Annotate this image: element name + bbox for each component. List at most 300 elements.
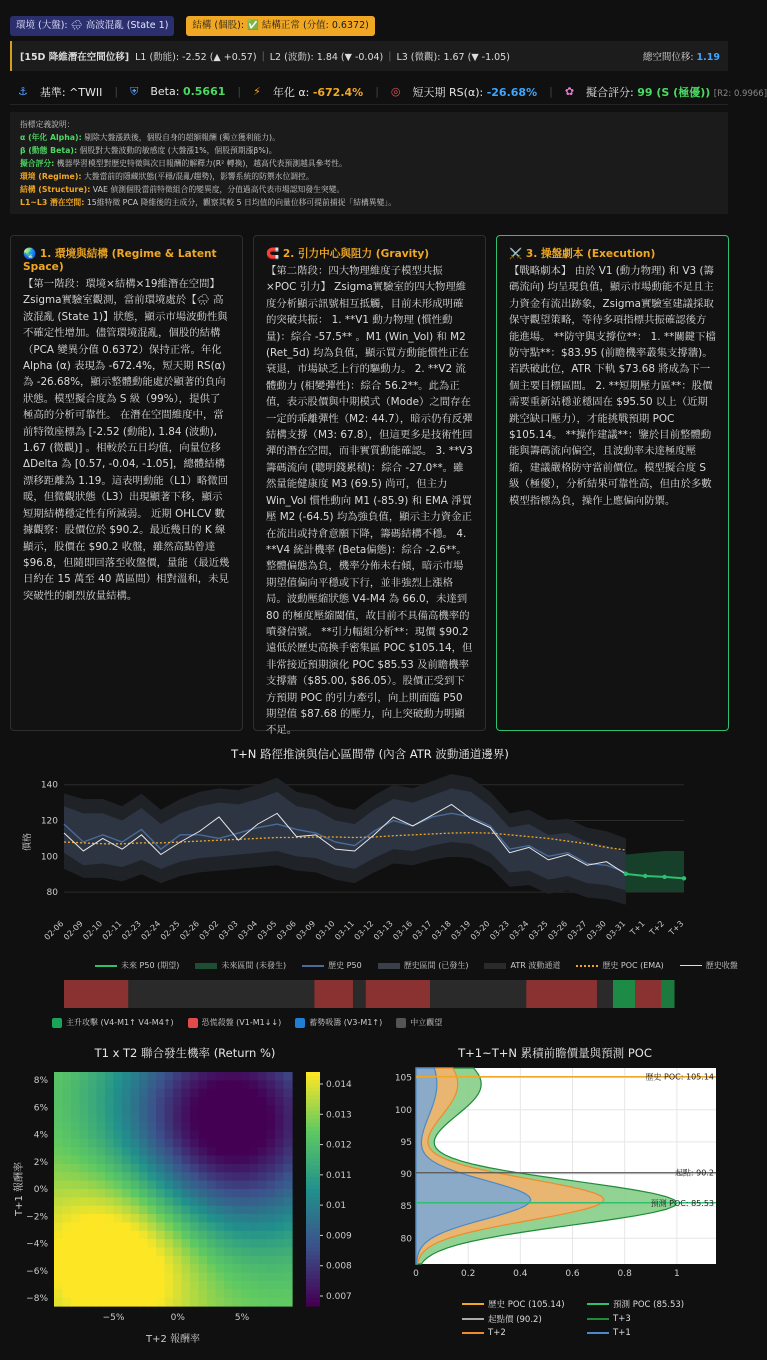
- heatmap-cell: [250, 1239, 259, 1248]
- heatmap-cell: [54, 1298, 63, 1307]
- heatmap-cell: [148, 1239, 157, 1248]
- future-p50-point: [682, 876, 686, 880]
- heatmap-cell: [233, 1105, 242, 1114]
- colorbar-cell: [306, 1088, 320, 1092]
- volume-x-tick: 0.6: [565, 1269, 580, 1279]
- colorbar-cell: [306, 1115, 320, 1119]
- heatmap-cell: [275, 1131, 284, 1140]
- heatmap-cell: [156, 1105, 165, 1114]
- heatmap-cell: [233, 1239, 242, 1248]
- heatmap-cell: [156, 1231, 165, 1240]
- heatmap-cell: [241, 1139, 250, 1148]
- heatmap-cell: [156, 1273, 165, 1282]
- heatmap-cell: [275, 1172, 284, 1181]
- heatmap-cell: [207, 1139, 216, 1148]
- heatmap-cell: [267, 1214, 276, 1223]
- heatmap-cell: [267, 1089, 276, 1098]
- heatmap-cell: [114, 1197, 123, 1206]
- x-tick-label: 03-16: [391, 919, 415, 942]
- colorbar-cell: [306, 1259, 320, 1263]
- colorbar-cell: [306, 1209, 320, 1213]
- heatmap-cell: [114, 1147, 123, 1156]
- legend-hist-band: 歷史區間 (已發生): [378, 960, 469, 971]
- heatmap-cell: [250, 1289, 259, 1298]
- heatmap-cell: [224, 1214, 233, 1223]
- strip-cell: [648, 980, 655, 1008]
- heatmap-cell: [173, 1147, 182, 1156]
- heatmap-cell: [80, 1139, 89, 1148]
- heatmap-cell: [216, 1080, 225, 1089]
- heatmap-cell: [131, 1197, 140, 1206]
- strip-legend-item: 恐慌殺盤 (V1-M1↓↓): [188, 1017, 282, 1028]
- heatmap-cell: [63, 1298, 72, 1307]
- heatmap-cell: [131, 1256, 140, 1265]
- colorbar-cell: [306, 1119, 320, 1123]
- heatmap-cell: [241, 1114, 250, 1123]
- heatmap-cell: [267, 1197, 276, 1206]
- heatmap-cell: [122, 1131, 131, 1140]
- heatmap-cell: [250, 1231, 259, 1240]
- heatmap-cell: [71, 1139, 80, 1148]
- heatmap-y-tick: 8%: [33, 1076, 48, 1086]
- strip-cell: [359, 980, 366, 1008]
- heatmap-cell: [54, 1206, 63, 1215]
- anchor-icon: ⚓: [18, 85, 28, 98]
- colorbar-cell: [306, 1076, 320, 1080]
- strip-cell: [160, 980, 167, 1008]
- heatmap-cell: [250, 1089, 259, 1098]
- colorbar-cell: [306, 1205, 320, 1209]
- heatmap-cell: [258, 1289, 267, 1298]
- heatmap-cell: [71, 1089, 80, 1098]
- strip-cell: [289, 980, 296, 1008]
- heatmap-cell: [88, 1289, 97, 1298]
- colorbar-cell: [306, 1212, 320, 1216]
- heatmap-cell: [173, 1097, 182, 1106]
- strip-cell: [269, 980, 276, 1008]
- heatmap-cell: [54, 1139, 63, 1148]
- heatmap-cell: [241, 1197, 250, 1206]
- heatmap-cell: [190, 1214, 199, 1223]
- heatmap-cell: [199, 1080, 208, 1089]
- heatmap-cell: [165, 1147, 174, 1156]
- colorbar-cell: [306, 1251, 320, 1255]
- colorbar-cell: [306, 1267, 320, 1271]
- heatmap-cell: [207, 1122, 216, 1131]
- heatmap-cell: [207, 1089, 216, 1098]
- colorbar-cell: [306, 1279, 320, 1283]
- heatmap-cell: [250, 1131, 259, 1140]
- heatmap-cell: [267, 1097, 276, 1106]
- heatmap-cell: [122, 1214, 131, 1223]
- heatmap-cell: [131, 1264, 140, 1273]
- heatmap-cell: [139, 1181, 148, 1190]
- heatmap-cell: [190, 1189, 199, 1198]
- heatmap-cell: [275, 1097, 284, 1106]
- heatmap-title: T1 x T2 聯合發生機率 (Return %): [94, 1046, 276, 1060]
- heatmap-cell: [80, 1181, 89, 1190]
- heatmap-cell: [122, 1281, 131, 1290]
- heatmap-cell: [216, 1264, 225, 1273]
- heatmap-cell: [114, 1273, 123, 1282]
- volume-x-tick: 0: [413, 1269, 419, 1279]
- heatmap-cell: [88, 1131, 97, 1140]
- heatmap-cell: [216, 1181, 225, 1190]
- heatmap-cell: [105, 1214, 114, 1223]
- heatmap-cell: [233, 1080, 242, 1089]
- heatmap-cell: [182, 1139, 191, 1148]
- colorbar-cell: [306, 1298, 320, 1302]
- heatmap-cell: [122, 1105, 131, 1114]
- heatmap-cell: [216, 1273, 225, 1282]
- heatmap-cell: [165, 1206, 174, 1215]
- heatmap-cell: [139, 1264, 148, 1273]
- heatmap-cell: [156, 1072, 165, 1081]
- heatmap-cell: [122, 1156, 131, 1165]
- heatmap-cell: [114, 1089, 123, 1098]
- heatmap-cell: [173, 1248, 182, 1257]
- heatmap-cell: [97, 1248, 106, 1257]
- heatmap-cell: [241, 1298, 250, 1307]
- heatmap-cell: [258, 1256, 267, 1265]
- heatmap-cell: [148, 1122, 157, 1131]
- heatmap-cell: [173, 1072, 182, 1081]
- colorbar-cell: [306, 1146, 320, 1150]
- heatmap-cell: [250, 1139, 259, 1148]
- heatmap-cell: [224, 1181, 233, 1190]
- heatmap-cell: [131, 1122, 140, 1131]
- heatmap-cell: [284, 1139, 293, 1148]
- heatmap-cell: [114, 1080, 123, 1089]
- heatmap-cell: [233, 1189, 242, 1198]
- strip-cell: [128, 980, 135, 1008]
- strip-cell: [526, 980, 533, 1008]
- heatmap-cell: [190, 1105, 199, 1114]
- heatmap-cell: [207, 1197, 216, 1206]
- heatmap-cell: [105, 1122, 114, 1131]
- benchmark: 基準: ^TWII: [39, 85, 103, 99]
- heatmap-cell: [182, 1089, 191, 1098]
- heatmap-cell: [173, 1181, 182, 1190]
- heatmap-cell: [241, 1239, 250, 1248]
- heatmap-cell: [275, 1289, 284, 1298]
- heatmap-cell: [199, 1273, 208, 1282]
- heatmap-cell: [233, 1231, 242, 1240]
- heatmap-cell: [131, 1231, 140, 1240]
- volume-legend-item: T+2: [462, 1328, 587, 1338]
- heatmap-cell: [165, 1273, 174, 1282]
- heatmap-cell: [275, 1156, 284, 1165]
- heatmap-cell: [122, 1164, 131, 1173]
- heatmap-cell: [63, 1181, 72, 1190]
- heatmap-cell: [63, 1147, 72, 1156]
- strip-cell: [584, 980, 591, 1008]
- lightning-icon: ⚡: [253, 85, 261, 98]
- heatmap-cell: [131, 1172, 140, 1181]
- heatmap-cell: [80, 1172, 89, 1181]
- heatmap-cell: [207, 1289, 216, 1298]
- heatmap-cell: [275, 1256, 284, 1265]
- definition-item: α (年化 Alpha): 剔除大盤漲跌後，個股自身的超額報酬 (獨立獲利能力)。: [20, 133, 280, 142]
- heatmap-cell: [258, 1181, 267, 1190]
- heatmap-cell: [207, 1080, 216, 1089]
- heatmap-cell: [97, 1114, 106, 1123]
- heatmap-cell: [114, 1181, 123, 1190]
- heatmap-cell: [216, 1298, 225, 1307]
- heatmap-cell: [63, 1264, 72, 1273]
- colorbar-cell: [306, 1232, 320, 1236]
- heatmap-cell: [139, 1097, 148, 1106]
- colorbar-cell: [306, 1099, 320, 1103]
- colorbar-cell: [306, 1107, 320, 1111]
- heatmap-cell: [182, 1147, 191, 1156]
- heatmap-cell: [173, 1222, 182, 1231]
- heatmap-cell: [63, 1172, 72, 1181]
- heatmap-cell: [139, 1131, 148, 1140]
- heatmap-cell: [241, 1131, 250, 1140]
- heatmap-cell: [63, 1164, 72, 1173]
- heatmap-cell: [139, 1114, 148, 1123]
- legend-atr: ATR 波動通道: [484, 960, 560, 971]
- strip-cell: [103, 980, 110, 1008]
- heatmap-cell: [148, 1281, 157, 1290]
- heatmap-cell: [190, 1256, 199, 1265]
- heatmap-cell: [63, 1156, 72, 1165]
- heatmap-cell: [241, 1248, 250, 1257]
- heatmap-cell: [122, 1231, 131, 1240]
- volume-y-tick: 100: [394, 1105, 412, 1116]
- heatmap-cell: [54, 1164, 63, 1173]
- metrics-row: ⚓ 基準: ^TWII | ⛨ Beta: 0.5661 | ⚡ 年化 α: -672.4% | ◎ 短天期 RS(α): -26.68% | ✿ 擬合評分: 99 (S (極優)) [R2: 0.9966]: [10, 79, 728, 105]
- strip-cell: [456, 980, 463, 1008]
- heatmap-cell: [131, 1281, 140, 1290]
- heatmap-cell: [250, 1181, 259, 1190]
- heatmap-cell: [54, 1181, 63, 1190]
- strip-cell: [372, 980, 379, 1008]
- strip-legend-item: 中立觀望: [396, 1017, 442, 1028]
- heatmap-cell: [224, 1072, 233, 1081]
- heatmap-cell: [275, 1139, 284, 1148]
- heatmap-cell: [80, 1231, 89, 1240]
- heatmap-cell: [173, 1264, 182, 1273]
- heatmap-cell: [233, 1147, 242, 1156]
- x-tick-label: 03-23: [488, 919, 512, 942]
- heatmap-cell: [190, 1147, 199, 1156]
- heatmap-cell: [63, 1214, 72, 1223]
- heatmap-cell: [233, 1089, 242, 1098]
- heatmap-cell: [250, 1172, 259, 1181]
- heatmap-cell: [71, 1222, 80, 1231]
- brain-icon: ✿: [564, 85, 575, 98]
- heatmap-cell: [199, 1072, 208, 1081]
- heatmap-cell: [105, 1156, 114, 1165]
- heatmap-cell: [131, 1248, 140, 1257]
- heatmap-cell: [139, 1256, 148, 1265]
- heatmap-cell: [284, 1164, 293, 1173]
- heatmap-cell: [258, 1089, 267, 1098]
- colorbar-cell: [306, 1236, 320, 1240]
- heatmap-cell: [71, 1239, 80, 1248]
- volume-x-tick: 0.4: [513, 1269, 528, 1279]
- x-tick-label: 02-10: [81, 919, 105, 942]
- x-tick-label: 03-05: [255, 919, 279, 942]
- volume-y-tick: 90: [400, 1170, 412, 1181]
- heatmap-cell: [182, 1197, 191, 1206]
- strip-cell: [135, 980, 142, 1008]
- heatmap-cell: [275, 1264, 284, 1273]
- volume-x-tick: 1: [674, 1269, 680, 1279]
- heatmap-cell: [258, 1264, 267, 1273]
- strip-cell: [276, 980, 283, 1008]
- strip-cell: [314, 980, 321, 1008]
- heatmap-cell: [199, 1281, 208, 1290]
- heatmap-cell: [80, 1298, 89, 1307]
- x-tick-label: 03-10: [313, 919, 337, 942]
- heatmap-cell: [165, 1289, 174, 1298]
- x-tick-label: 02-25: [158, 919, 182, 942]
- heatmap-cell: [258, 1281, 267, 1290]
- heatmap-cell: [233, 1248, 242, 1257]
- y-tick-label: 80: [46, 888, 58, 899]
- x-tick-label: 03-31: [604, 919, 628, 942]
- strip-cell: [488, 980, 495, 1008]
- heatmap-cell: [207, 1172, 216, 1181]
- heatmap-cell: [190, 1264, 199, 1273]
- strip-cell: [507, 980, 514, 1008]
- heatmap-cell: [190, 1273, 199, 1282]
- start-price-line-label: 起點: 90.2: [674, 1168, 714, 1178]
- latent-l1: L1 (動能): -2.52 (▲ +0.57): [135, 52, 257, 63]
- x-tick-label: 03-11: [333, 919, 357, 942]
- heatmap-cell: [165, 1222, 174, 1231]
- heatmap-cell: [71, 1080, 80, 1089]
- heatmap-cell: [241, 1189, 250, 1198]
- colorbar-cell: [306, 1255, 320, 1259]
- heatmap-cell: [54, 1114, 63, 1123]
- strip-cell: [443, 980, 450, 1008]
- heatmap-cell: [88, 1114, 97, 1123]
- strip-cell: [481, 980, 488, 1008]
- heatmap-cell: [71, 1197, 80, 1206]
- top-status-bar: [10, 16, 375, 36]
- heatmap-cell: [80, 1156, 89, 1165]
- heatmap-cell: [284, 1248, 293, 1257]
- heatmap-x-tick: −5%: [102, 1313, 125, 1323]
- x-tick-label: T+3: [667, 919, 686, 938]
- heatmap-cell: [105, 1231, 114, 1240]
- x-tick-label: 03-20: [468, 919, 492, 942]
- heatmap-cell: [80, 1131, 89, 1140]
- heatmap-cell: [97, 1189, 106, 1198]
- heatmap-cell: [173, 1273, 182, 1282]
- heatmap-cell: [233, 1181, 242, 1190]
- heatmap-cell: [275, 1206, 284, 1215]
- heatmap-cell: [156, 1114, 165, 1123]
- heatmap-cell: [275, 1080, 284, 1089]
- heatmap-cell: [284, 1273, 293, 1282]
- heatmap-cell: [267, 1114, 276, 1123]
- heatmap-cell: [88, 1264, 97, 1273]
- heatmap-cell: [241, 1105, 250, 1114]
- colorbar-cell: [306, 1158, 320, 1162]
- heatmap-cell: [139, 1080, 148, 1089]
- heatmap-cell: [71, 1231, 80, 1240]
- heatmap-cell: [131, 1097, 140, 1106]
- x-tick-label: 03-24: [507, 919, 531, 942]
- heatmap-cell: [284, 1231, 293, 1240]
- heatmap-cell: [275, 1298, 284, 1307]
- heatmap-cell: [207, 1206, 216, 1215]
- heatmap-cell: [207, 1097, 216, 1106]
- heatmap-cell: [114, 1122, 123, 1131]
- colorbar-cell: [306, 1080, 320, 1084]
- heatmap-cell: [275, 1147, 284, 1156]
- latent-l3: L3 (微觀): 1.67 (▼ -1.05): [396, 52, 510, 63]
- heatmap-cell: [139, 1172, 148, 1181]
- heatmap-cell: [224, 1147, 233, 1156]
- heatmap-cell: [233, 1072, 242, 1081]
- heatmap-cell: [224, 1164, 233, 1173]
- card-gravity-title: 🧲 2. 引力中心與阻力 (Gravity): [266, 248, 430, 260]
- heatmap-cell: [80, 1189, 89, 1198]
- heatmap-cell: [63, 1222, 72, 1231]
- heatmap-cell: [224, 1281, 233, 1290]
- heatmap-cell: [258, 1131, 267, 1140]
- heatmap-cell: [284, 1214, 293, 1223]
- heatmap-cell: [63, 1131, 72, 1140]
- heatmap-cell: [148, 1089, 157, 1098]
- regime-value: 🌧 高波混亂 (State 1): [70, 20, 169, 31]
- heatmap-cell: [233, 1131, 242, 1140]
- heatmap-cell: [267, 1189, 276, 1198]
- heatmap-cell: [63, 1114, 72, 1123]
- strip-cell: [424, 980, 431, 1008]
- heatmap-cell: [190, 1080, 199, 1089]
- heatmap-cell: [80, 1239, 89, 1248]
- heatmap-cell: [88, 1181, 97, 1190]
- heatmap-cell: [267, 1156, 276, 1165]
- heatmap-cell: [275, 1089, 284, 1098]
- heatmap-cell: [54, 1097, 63, 1106]
- heatmap-cell: [139, 1206, 148, 1215]
- heatmap-cell: [54, 1080, 63, 1089]
- heatmap-cell: [105, 1097, 114, 1106]
- heatmap-cell: [258, 1097, 267, 1106]
- strip-cell: [340, 980, 347, 1008]
- heatmap-cell: [139, 1139, 148, 1148]
- colorbar-tick-label: 0.008: [326, 1261, 352, 1272]
- heatmap-cell: [156, 1122, 165, 1131]
- x-tick-label: 03-09: [294, 919, 318, 942]
- heatmap-cell: [275, 1122, 284, 1131]
- heatmap-cell: [216, 1206, 225, 1215]
- heatmap-cell: [54, 1289, 63, 1298]
- heatmap-cell: [148, 1156, 157, 1165]
- heatmap-cell: [190, 1164, 199, 1173]
- heatmap-cell: [165, 1114, 174, 1123]
- heatmap-cell: [165, 1080, 174, 1089]
- heatmap-cell: [250, 1147, 259, 1156]
- strip-cell: [225, 980, 232, 1008]
- heatmap-cell: [275, 1231, 284, 1240]
- heatmap-cell: [224, 1172, 233, 1181]
- heatmap-cell: [207, 1298, 216, 1307]
- heatmap-cell: [267, 1147, 276, 1156]
- strip-cell: [668, 980, 675, 1008]
- definition-item: L1~L3 潛在空間: 15維特徵 PCA 降維後的主成分，觀察其較 5 日均值的向量位移可提前捕捉「結構異變」。: [20, 198, 397, 207]
- heatmap-cell: [216, 1256, 225, 1265]
- heatmap-cell: [224, 1231, 233, 1240]
